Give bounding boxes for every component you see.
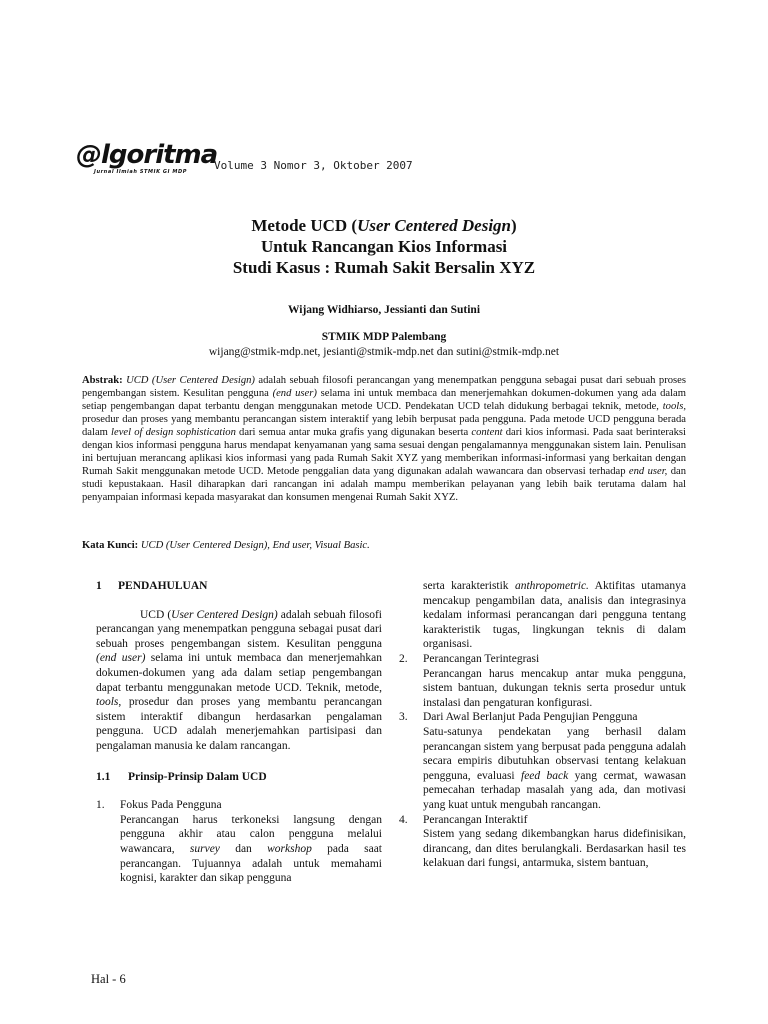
title-line-3: Studi Kasus : Rumah Sakit Bersalin XYZ [232, 258, 536, 277]
list-item-continuation: serta karakteristik anthropometric. Aktifitas utamanya mencakup pengambilan data, analisis dan integrasinya kedalam informasi perancangan dari pengguna tentang karakteristik tugas, lingkungan teknis di dalam organisasi. [423, 580, 686, 651]
section-heading: 1 PENDAHULUAN [96, 580, 208, 592]
logo-text: @lgoritma [76, 140, 218, 170]
institution: STMIK MDP Palembang [321, 331, 447, 343]
journal-logo [76, 140, 218, 175]
title-line-2: Untuk Rancangan Kios Informasi [260, 237, 508, 256]
right-column [399, 579, 686, 871]
intro-paragraph: UCD (User Centered Design) adalah sebuah filosofi perancangan yang menempatkan pengguna sebagai pusat dari sebuah proses pengembangan sistem. Kesulitan pengguna (end user) selama ini untuk membaca dan menerjemahkan dokumen-dokumen yang ada dalam setiap pengembangan dapat terbantu menggunakan metode UCD. Teknik, metode, tools, prosedur dan proses yang membantu perancangan sistem interaktif dibangun herdasarkan pengalaman pengguna. UCD adalah menerjemahkan partisipasi dan pengalaman manusia ke dalam rancangan. [96, 608, 382, 752]
title-line-1: Metode UCD (User Centered Design) [251, 216, 517, 235]
abstract: Abstrak: UCD (User Centered Design) adalah sebuah filosofi perancangan yang menempatkan pengguna sebagai pusat dari sebuah proses pengembangan sistem. Kesulitan pengguna (end user) selama ini untuk membaca dan menerjemahkan dokumen-dokumen yang ada dalam setiap pengembangan dapat terbantu dengan menggunakan metode UCD. Pendekatan UCD telah didukung berbagai teknik, metode, tools, prosedur dan proses yang membantu perancangan sistem interaktif yang lebih berpusat pada pengguna. Pada metode UCD pengguna berada dalam level of design sophistication dari semua antar muka grafis yang digunakan beserta content dari kios informasi. Pada saat berinteraksi dengan kios informasi pengguna harus mendapat kenyamanan yang sama sesuai dengan pengalamannya menggunakan sistem lain. Penulisan ini bertujuan merancang aplikasi kios informasi yang pada Rumah Sakit XYZ yang memberikan informasi-informasi yang berkaitan dengan Rumah Sakit menggunakan metode UCD. Metode penggalian data yang digunakan adalah wawancara dan observasi terhadap end user, dan studi kepustakaan. Hasil diharapkan dari rancangan ini adalah mampu memberikan pelayanan yang lebih baik terutama dalam hal penyampaian informasi kepada masyarakat dan konsumen mengenai Rumah Sakit XYZ. [82, 375, 687, 503]
keywords: Kata Kunci: UCD (User Centered Design), End user, Visual Basic. [82, 540, 370, 551]
subsection-heading: 1.1 Prinsip-Prinsip Dalam UCD [96, 770, 267, 783]
authors: Wijang Widhiarso, Jessianti dan Sutini [287, 304, 481, 316]
list-item: 2. Perancangan Terintegrasi Perancangan harus mencakup antar muka pengguna, sistem bantuan, dukungan teknis serta prosedur untuk instalasi dan pengaturan konfigurasi. [399, 652, 686, 709]
logo-subtitle: Jurnal Ilmiah STMIK GI MDP [94, 169, 188, 175]
paper-title [0, 215, 768, 278]
list-item: 4. Perancangan Interaktif Sistem yang sedang dikembangkan harus didefinisikan, dirancang, dan dites berulangkali. Berdasarkan hasil tes kelakuan dari fungsi, antarmuka, sistem bantuan, [399, 813, 686, 870]
left-column [96, 579, 382, 886]
list-item: 3. Dari Awal Berlanjut Pada Pengujian Pengguna Satu-satunya pendekatan yang berhasil dalam perancangan sistem yang berpusat pada pengguna adalah secara empiris dibutuhkan observasi tentang kelakuan pengguna, evaluasi feed back yang cermat, wawasan pemecahan terhadap masalah yang ada, dan motivasi yang kuat untuk mengubah rancangan. [399, 711, 686, 811]
author-emails: wijang@stmik-mdp.net, jesianti@stmik-mdp.net dan sutini@stmik-mdp.net [208, 346, 560, 358]
volume-info: Volume 3 Nomor 3, Oktober 2007 [214, 159, 413, 172]
page-number: Hal - 6 [91, 972, 126, 986]
list-item: 1. Fokus Pada Pengguna Perancangan harus terkoneksi langsung dengan pengguna akhir atau calon pengguna melalui wawancara, survey dan workshop pada saat perancangan. Tujuannya adalah untuk memahami kognisi, karakter dan sikap pengguna [96, 799, 382, 885]
